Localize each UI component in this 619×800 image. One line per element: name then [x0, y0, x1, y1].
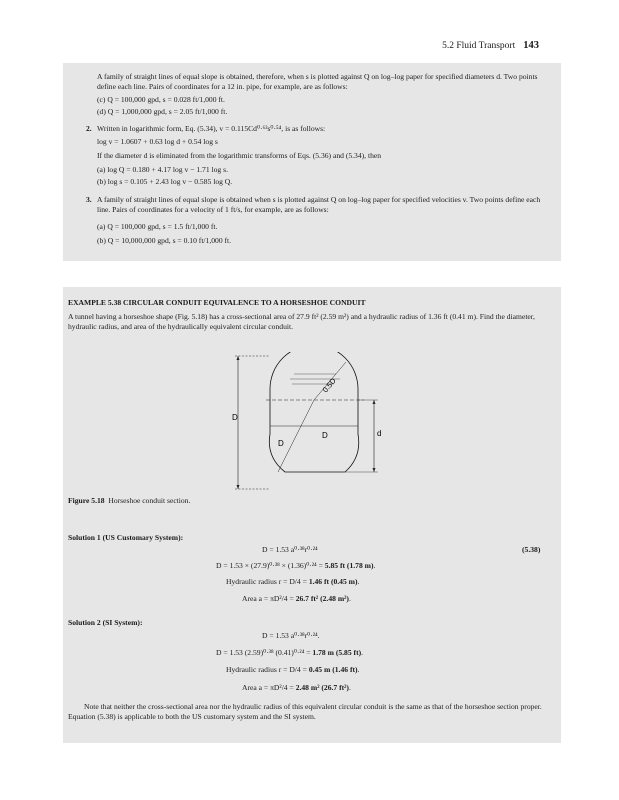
sol2-radius: Hydraulic radius r = D/4 = 0.45 m (1.46 ft).	[226, 665, 360, 674]
sol1-area-expr: Area a = πD²/4 =	[242, 594, 296, 603]
figure-caption-text: Horseshoe conduit section.	[108, 496, 191, 505]
item-2-number: 2.	[86, 124, 92, 133]
equation-number: (5.38)	[522, 545, 541, 554]
label-D-outer: D	[232, 413, 238, 422]
page-number: 143	[523, 40, 539, 51]
item-2b: (b) log s = 0.105 + 2.43 log v − 0.585 log Q.	[97, 177, 233, 186]
sol1-radius-expr: Hydraulic radius r = D/4 =	[226, 577, 309, 586]
label-D-lower: D	[278, 439, 284, 448]
item-2a: (a) log Q = 0.180 + 4.17 log v − 1.71 log s.	[97, 165, 228, 174]
sol1-radius-result: 1.46 ft (0.45 m)	[308, 577, 358, 586]
log-v-equation: log v = 1.0607 + 0.63 log d + 0.54 log s	[97, 137, 218, 146]
sol2-diameter-result: 1.78 m (5.85 ft)	[312, 648, 362, 657]
example-title: EXAMPLE 5.38 CIRCULAR CONDUIT EQUIVALENCE TO A HORSESHOE CONDUIT	[68, 298, 366, 307]
sol2-radius-expr: Hydraulic radius r = D/4 =	[226, 665, 309, 674]
item-3-number: 3.	[86, 195, 92, 204]
sol1-diameter-expr: D = 1.53 × (27.9)⁰·³⁸ × (1.36)⁰·²⁴ =	[216, 561, 325, 570]
sol1-area-result: 26.7 ft² (2.48 m²)	[295, 594, 349, 603]
sol2-area: Area a = πD²/4 = 2.48 m² (26.7 ft²).	[242, 683, 351, 692]
section-title: 5.2 Fluid Transport	[442, 41, 516, 51]
sol1-formula: D = 1.53 a⁰·³⁸r⁰·²⁴	[262, 545, 318, 554]
item-3b: (b) Q = 10,000,000 gpd, s = 0.10 ft/1,000 ft.	[97, 236, 232, 245]
label-D-center: D	[322, 431, 328, 440]
sol1-radius: Hydraulic radius r = D/4 = 1.46 ft (0.45 m).	[226, 577, 360, 586]
coord-c: (c) Q = 100,000 gpd, s = 0.028 ft/1,000 ft.	[97, 95, 225, 104]
item-3a: (a) Q = 100,000 gpd, s = 1.5 ft/1,000 ft.	[97, 222, 218, 231]
solution-1-heading: Solution 1 (US Customary System):	[68, 533, 184, 542]
sol2-diameter-expr: D = 1.53 (2.59)⁰·³⁸ (0.41)⁰·²⁴ =	[216, 648, 313, 657]
horseshoe-figure	[232, 352, 392, 490]
sol1-area: Area a = πD²/4 = 26.7 ft² (2.48 m²).	[242, 594, 351, 603]
sol1-diameter-result: 5.85 ft (1.78 m)	[324, 561, 374, 570]
label-half-D: 0.5D	[320, 376, 338, 395]
intro-paragraph: A family of straight lines of equal slope is obtained, therefore, when s is plotted against Q on log–log paper for specified diameters d. Two points define each line. Pairs of coordinates for a 12 in. pipe, for example, are as follows:	[97, 72, 538, 91]
example-problem: A tunnel having a horseshoe shape (Fig. 5.18) has a cross-sectional area of 27.9 ft² (2.59 m²) and a hydraulic radius of 1.36 ft (0.41 m). Find the diameter, hydraulic radius, and area of the hydraulically equivalent circular conduit.	[68, 312, 535, 331]
figure-caption-label: Figure 5.18	[68, 496, 105, 505]
closing-note: Note that neither the cross-sectional area nor the hydraulic radius of this equivalent circular conduit is the same as that of the horseshoe section proper. Equation (5.38) is applicable to both the US customary system and the SI system.	[68, 702, 542, 721]
sol2-radius-result: 0.45 m (1.46 ft)	[308, 665, 358, 674]
sol2-formula: D = 1.53 a⁰·³⁸r⁰·²⁴.	[262, 631, 320, 640]
sol2-diameter: D = 1.53 (2.59)⁰·³⁸ (0.41)⁰·²⁴ = 1.78 m (5.85 ft).	[216, 648, 364, 657]
page-header	[442, 40, 539, 51]
sol2-area-result: 2.48 m² (26.7 ft²)	[295, 683, 349, 692]
sol2-area-expr: Area a = πD²/4 =	[242, 683, 296, 692]
item-3-text: A family of straight lines of equal slope is obtained when s is plotted against Q on log–log paper for specified velocities v. Two points define each line. Pairs of coordinates for a velocity of 1 ft/s, for example, are as follows:	[97, 195, 541, 214]
solution-2-heading: Solution 2 (SI System):	[68, 618, 143, 627]
figure-caption	[68, 496, 190, 506]
eliminate-d-text: If the diameter d is eliminated from the logarithmic transforms of Eqs. (5.36) and (5.34), then	[97, 151, 382, 160]
coord-d: (d) Q = 1,000,000 gpd, s = 2.05 ft/1,000 ft.	[97, 107, 228, 116]
label-small-d: d	[377, 429, 382, 438]
sol1-diameter: D = 1.53 × (27.9)⁰·³⁸ × (1.36)⁰·²⁴ = 5.85 ft (1.78 m).	[216, 561, 376, 570]
item-2-text: Written in logarithmic form, Eq. (5.34), v = 0.115Cd⁰·⁶³s⁰·⁵⁴, is as follows:	[97, 124, 326, 133]
